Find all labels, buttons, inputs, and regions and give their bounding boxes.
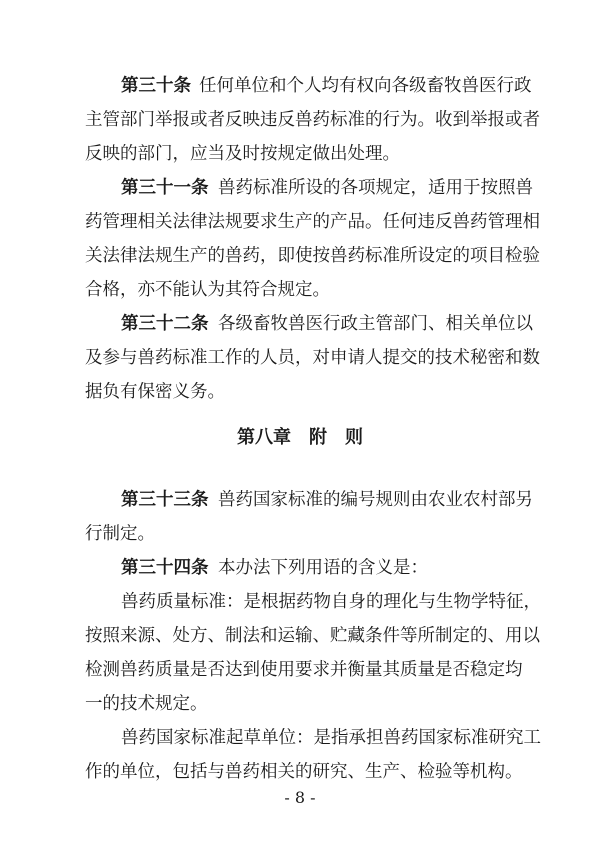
paragraph-text: 反映的部门，应当及时按规定做出处理。	[85, 144, 400, 164]
article-32-text: 各级畜牧兽医行政主管部门、相关单位以	[218, 314, 533, 334]
paragraph-text: 行制定。	[85, 524, 155, 544]
definition-1-line-3	[0, 654, 600, 686]
paragraph-text: 及参与兽药标准工作的人员，对申请人提交的技术秘密和数	[85, 348, 540, 368]
article-30-text: 任何单位和个人均有权向各级畜牧兽医行政	[199, 76, 532, 96]
article-30-line-3	[0, 138, 600, 170]
article-31-label: 第三十一条	[121, 178, 209, 198]
article-32-line-3	[0, 376, 600, 408]
article-33-line-1	[0, 484, 600, 516]
definition-2-line-1	[0, 722, 600, 754]
paragraph-text: 关法律法规生产的兽药，即使按兽药标准所设定的项目检验	[85, 246, 540, 266]
article-34-text: 本办法下列用语的含义是：	[218, 558, 428, 578]
paragraph-text: 药管理相关法律法规要求生产的产品。任何违反兽药管理相	[85, 212, 540, 232]
paragraph-text: 兽药国家标准起草单位：是指承担兽药国家标准研究工	[121, 728, 541, 748]
chapter-heading: 第八章 附 则	[237, 427, 363, 448]
definition-1-line-4	[0, 688, 600, 720]
article-33-label: 第三十三条	[121, 490, 209, 510]
definition-1-line-2	[0, 620, 600, 652]
article-31-line-4	[0, 274, 600, 306]
article-34-label: 第三十四条	[121, 558, 209, 578]
paragraph-text: 作的单位，包括与兽药相关的研究、生产、检验等机构。	[85, 762, 523, 782]
page-number: - 8 -	[284, 788, 316, 807]
definition-1-line-1	[0, 586, 600, 618]
article-31-line-3	[0, 240, 600, 272]
paragraph-text: 一的技术规定。	[85, 694, 208, 714]
article-34-line-1	[0, 552, 600, 584]
article-33-text: 兽药国家标准的编号规则由农业农村部另	[218, 490, 533, 510]
article-31-line-2	[0, 206, 600, 238]
article-30-label: 第三十条	[121, 76, 191, 96]
paragraph-text: 合格，亦不能认为其符合规定。	[85, 280, 330, 300]
paragraph-text: 主管部门举报或者反映违反兽药标准的行为。收到举报或者	[85, 110, 540, 130]
paragraph-text: 按照来源、处方、制法和运输、贮藏条件等所制定的、用以	[85, 626, 540, 646]
article-30-line-1	[0, 70, 600, 102]
article-32-label: 第三十二条	[121, 314, 209, 334]
article-32-line-2	[0, 342, 600, 374]
article-30-line-2	[0, 104, 600, 136]
article-31-line-1	[0, 172, 600, 204]
paragraph-text: 据负有保密义务。	[85, 382, 225, 402]
definition-2-line-2	[0, 756, 600, 788]
article-31-text: 兽药标准所设的各项规定，适用于按照兽	[218, 178, 533, 198]
paragraph-text: 检测兽药质量是否达到使用要求并衡量其质量是否稳定均	[85, 660, 523, 680]
paragraph-text: 兽药质量标准：是根据药物自身的理化与生物学特征，	[121, 592, 541, 612]
article-33-line-2	[0, 518, 600, 550]
article-32-line-1	[0, 308, 600, 340]
